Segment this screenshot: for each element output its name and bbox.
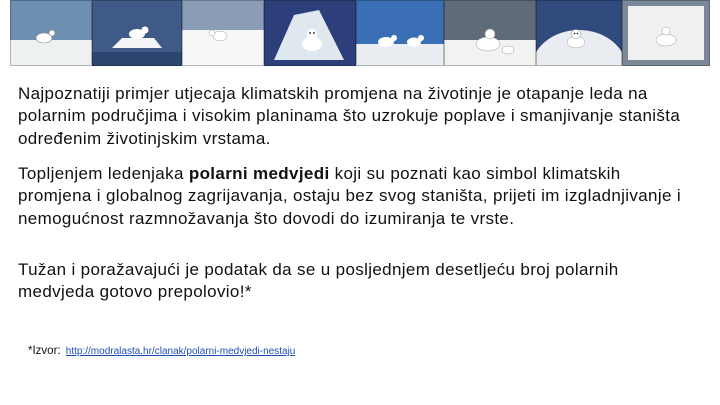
painting-bears-on-ice (10, 0, 92, 66)
artwork-banner (10, 0, 710, 66)
painting-bear-on-floe (92, 0, 182, 66)
painting-two-bears (356, 0, 444, 66)
paragraph-polar-bears (18, 163, 698, 230)
polar-bears-highlight: polarni medvjedi (188, 164, 330, 183)
source-label: *Izvor: (28, 345, 61, 357)
source-link[interactable]: http://modralasta.hr/clanak/polarni-medvjedi-nestaju (65, 346, 296, 357)
paragraph-ice-melting: Najpoznatiji primjer utjecaja klimatskih promjena na životinje je otapanje leda na polarnim područjima i visokim planinama što uzrokuje poplave i smanjivanje staništa određenim životinjskim vrstama. (18, 84, 681, 148)
paragraph-population-fact: Tužan i poražavajući je podatak da se u posljednjem desetljeću broj polarnih medvjeda gotovo prepolovio!* (18, 260, 619, 302)
painting-bear-family (444, 0, 536, 66)
painting-bears-frame (622, 0, 710, 66)
painting-bear-iceberg (264, 0, 356, 66)
painting-bear-cave (536, 0, 622, 66)
paragraph-polar-bears-rest: koji su poznati kao simbol klimatskih promjena i globalnog zagrijavanja, ostaju bez svog staništa, prijeti im izgladnjivanje i nemogućnost razmnožavanja što dovodi do izumiranja te vrste. (18, 164, 681, 228)
source-citation (28, 345, 295, 357)
paragraph-polar-bears-intro: Topljenjem ledenjaka (18, 164, 189, 183)
painting-bears-snowy (182, 0, 264, 66)
